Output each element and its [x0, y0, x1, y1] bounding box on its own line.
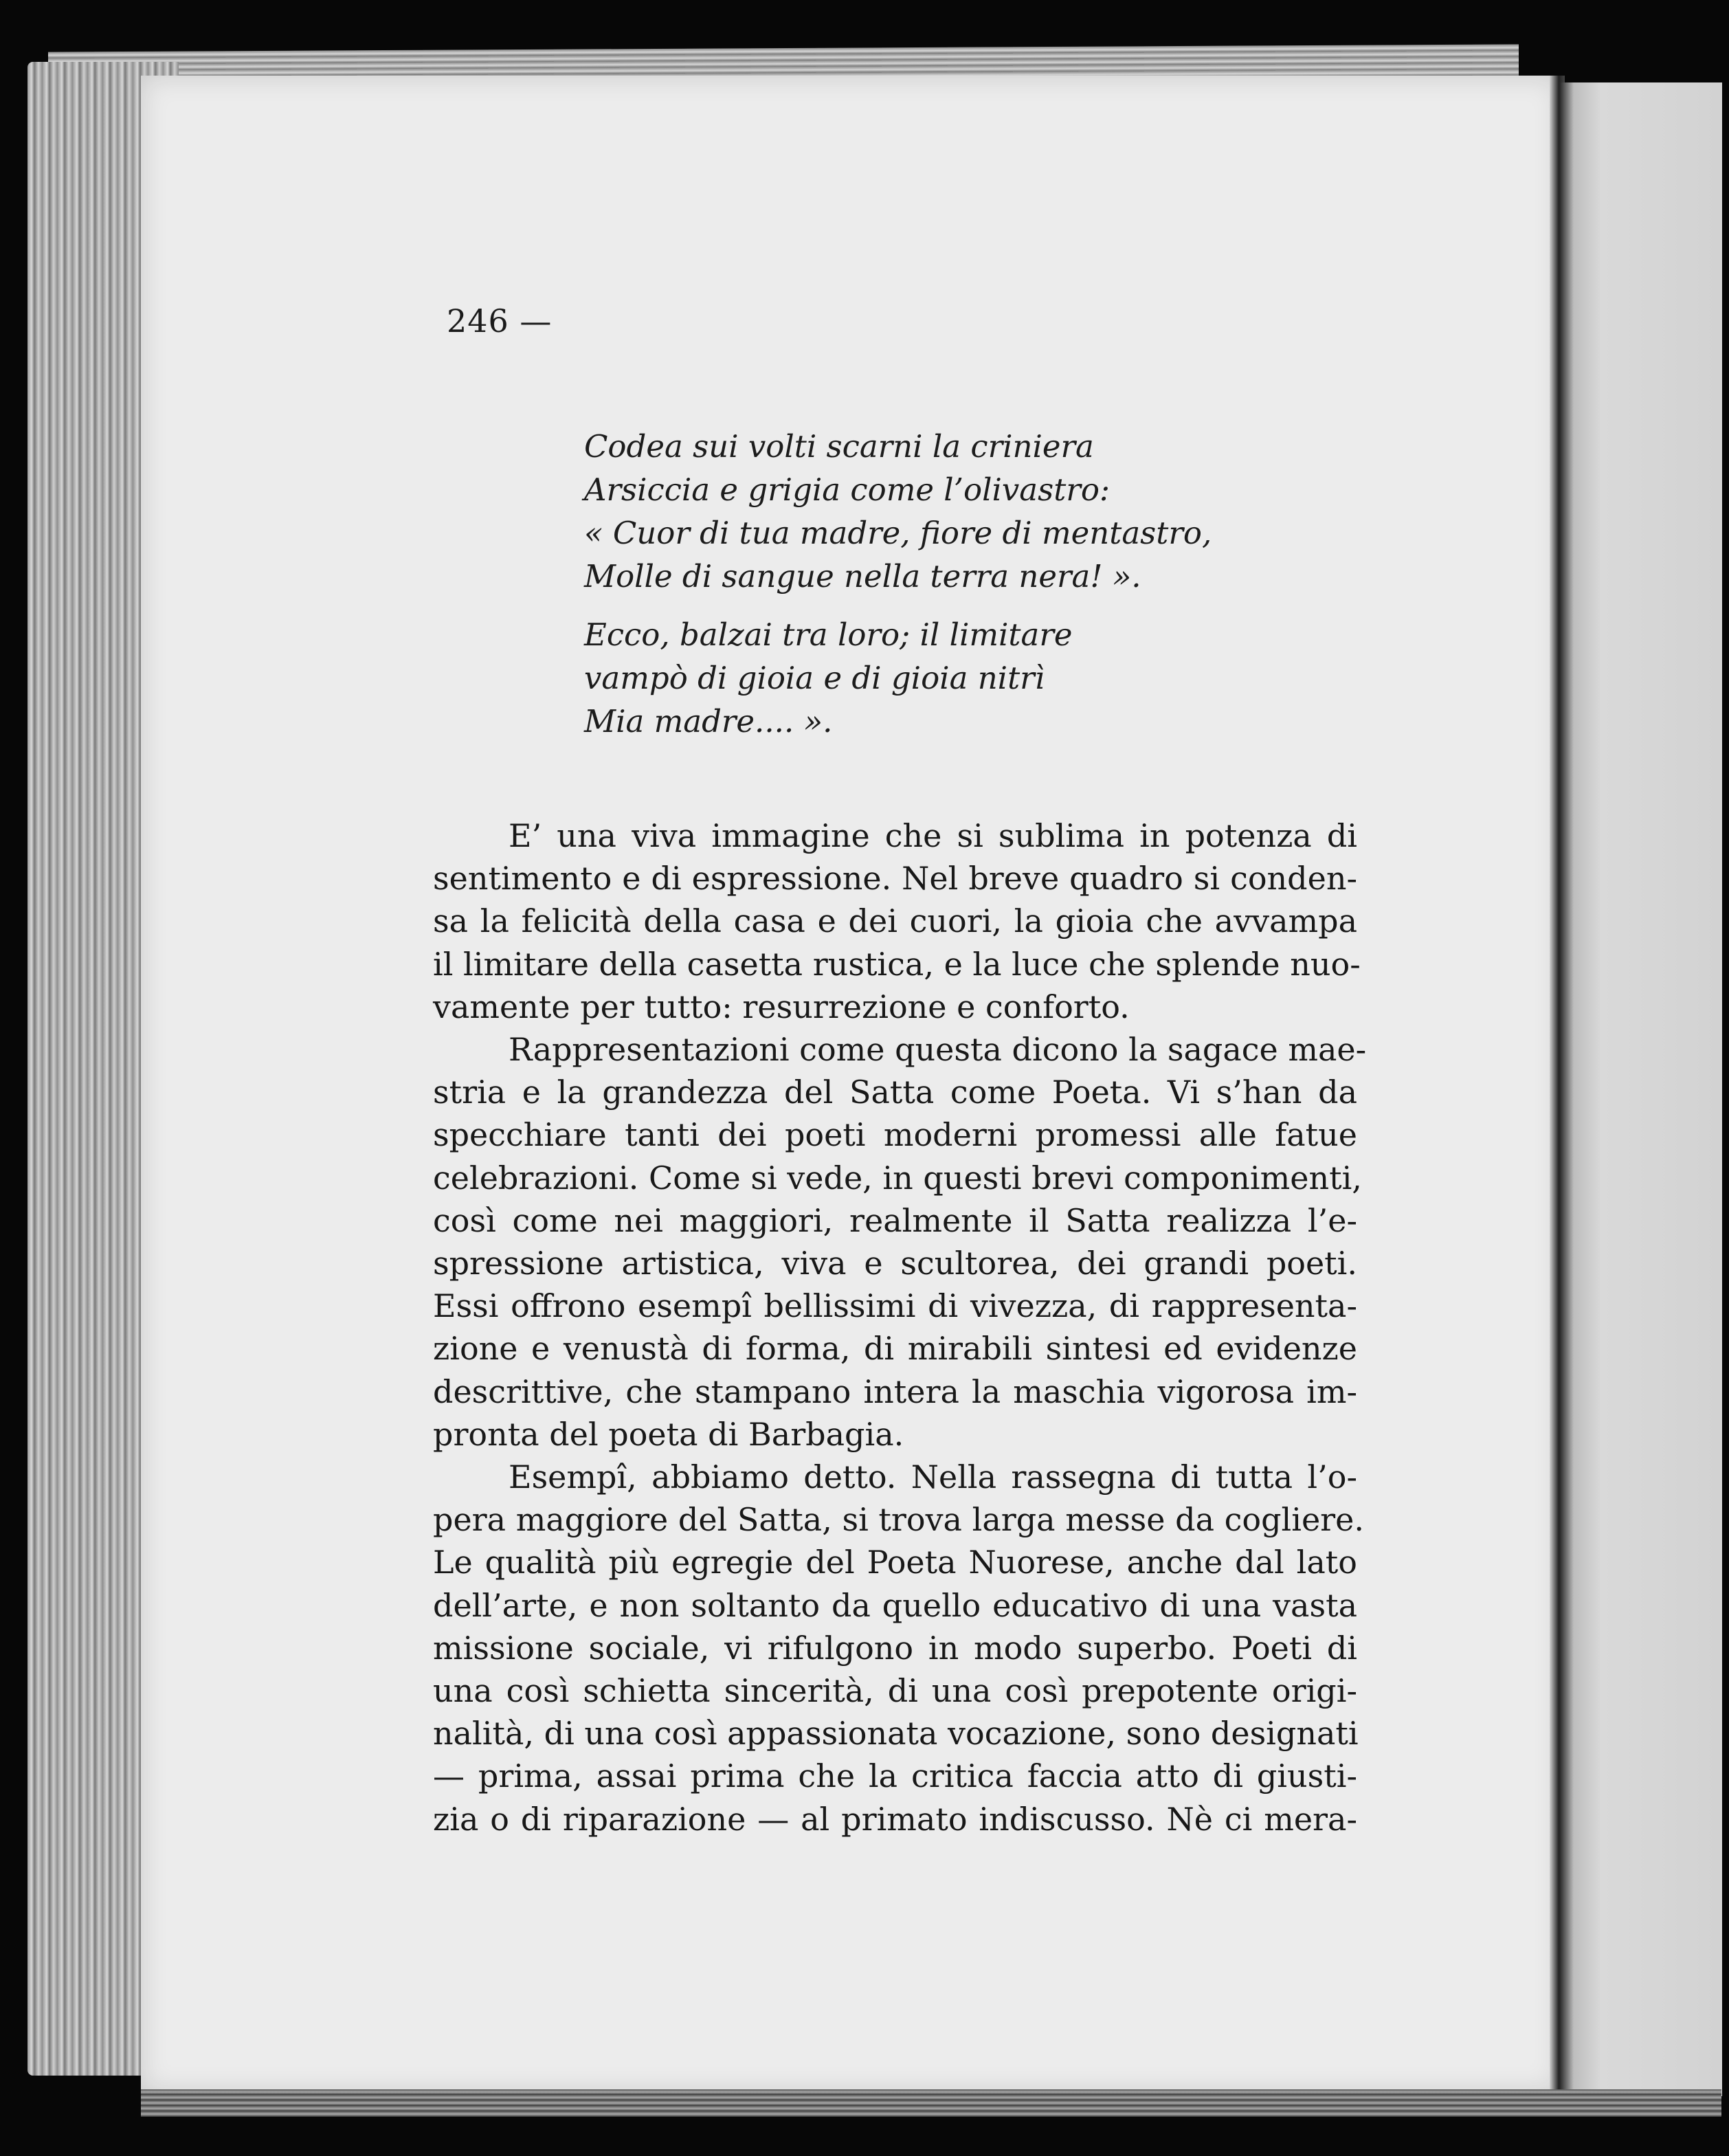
- paragraph-line: zia o di riparazione — al primato indiscusso. Nè ci mera-: [433, 1800, 1357, 1838]
- paragraph-line: vamente per tutto: resurrezione e conforto.: [433, 988, 1130, 1025]
- paragraph-line: Essi offrono esempî bellissimi di vivezza, di rappresenta-: [433, 1287, 1357, 1325]
- paragraph-line: descrittive, che stampano intera la maschia vigorosa im-: [433, 1372, 1357, 1410]
- paragraph-line: Le qualità più egregie del Poeta Nuorese, anche dal lato: [433, 1544, 1357, 1581]
- verse-stanza-1: [584, 425, 1477, 598]
- facing-page-edge: [1560, 82, 1722, 2096]
- verse-line: Arsiccia e grigia come l’olivastro:: [584, 471, 1111, 508]
- verse-line: Codea sui volti scarni la criniera: [584, 428, 1094, 465]
- paragraph-line: dell’arte, e non soltanto da quello educativo di una vasta: [433, 1586, 1357, 1624]
- verse-line: Ecco, balzai tra loro; il limitare: [584, 616, 1073, 653]
- verse-line: « Cuor di tua madre, fiore di mentastro,: [584, 515, 1212, 551]
- verse-line: Molle di sangue nella terra nera! ».: [584, 558, 1141, 594]
- paragraph-line: specchiare tanti dei poeti moderni promessi alle fatue: [433, 1116, 1357, 1154]
- paragraph-line: E’ una viva immagine che si sublima in potenza di: [509, 817, 1357, 854]
- paragraph-line: il limitare della casetta rustica, e la luce che splende nuo-: [433, 945, 1361, 983]
- verse-line: Mia madre.... ».: [584, 703, 833, 740]
- page-stack-bottom-edge: [141, 2089, 1721, 2117]
- paragraph-line: sentimento e di espressione. Nel breve quadro si conden-: [433, 860, 1357, 898]
- paragraph-line: pronta del poeta di Barbagia.: [433, 1415, 904, 1453]
- paragraph-line: nalità, di una così appassionata vocazione, sono designati: [433, 1715, 1359, 1753]
- paragraph-line: così come nei maggiori, realmente il Satta realizza l’e-: [433, 1201, 1357, 1239]
- paragraph-line: zione e venustà di forma, di mirabili sintesi ed evidenze: [433, 1330, 1357, 1368]
- paragraph-line: sa la felicità della casa e dei cuori, la gioia che avvampa: [433, 902, 1357, 940]
- paragraph-line: Rappresentazioni come questa dicono la sagace mae-: [509, 1031, 1367, 1069]
- paragraph-line: missione sociale, vi rifulgono in modo superbo. Poeti di: [433, 1629, 1357, 1667]
- body-text: [433, 814, 1367, 1841]
- paragraph-line: celebrazioni. Come si vede, in questi brevi componimenti,: [433, 1159, 1362, 1197]
- paragraph-line: pera maggiore del Satta, si trova larga messe da cogliere.: [433, 1501, 1365, 1539]
- paragraph-line: una così schietta sincerità, di una così prepotente origi-: [433, 1672, 1357, 1710]
- page-number: 246 —: [447, 302, 553, 340]
- paragraph-line: Esempî, abbiamo detto. Nella rassegna di tutta l’o-: [509, 1458, 1357, 1496]
- verse-line: vampò di gioia e di gioia nitrì: [584, 660, 1045, 696]
- paragraph-line: — prima, assai prima che la critica faccia atto di giusti-: [433, 1757, 1357, 1795]
- paragraph-line: stria e la grandezza del Satta come Poeta. Vi s’han da: [433, 1074, 1357, 1111]
- verse-stanza-2: [584, 613, 1477, 743]
- verse-quotation: [584, 425, 1477, 743]
- paragraph-line: spressione artistica, viva e scultorea, dei grandi poeti.: [433, 1245, 1357, 1282]
